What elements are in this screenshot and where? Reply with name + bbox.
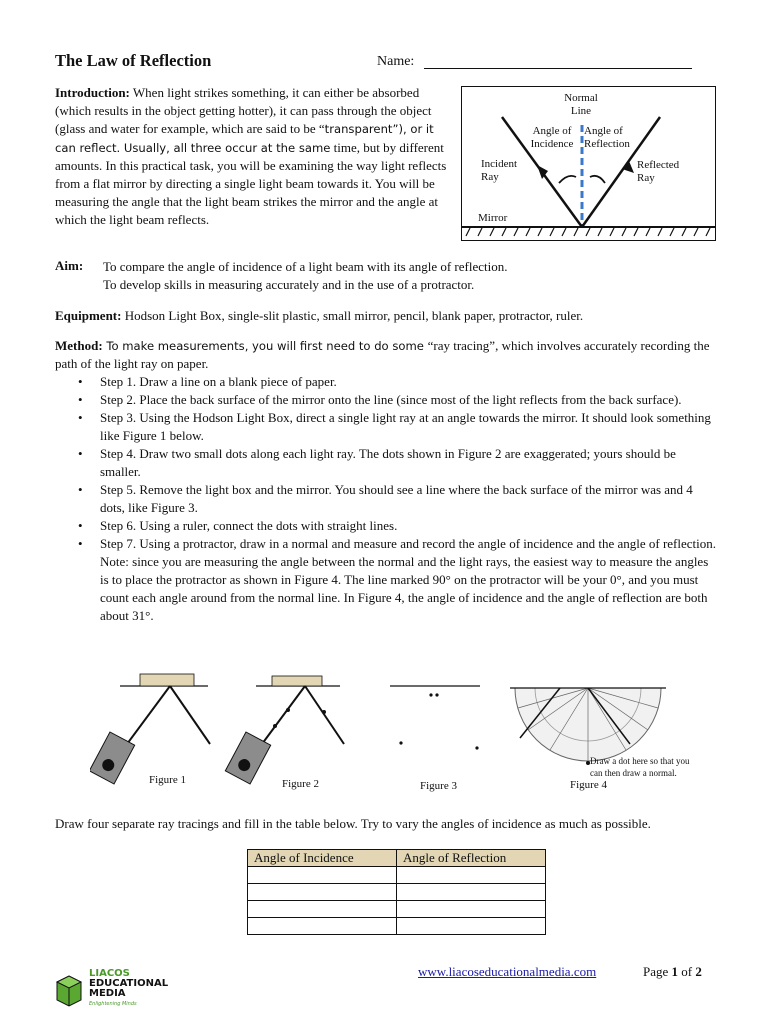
- logo-text-3: MEDIA: [89, 988, 126, 999]
- method-paragraph: [55, 337, 720, 373]
- header-angle-incidence: Angle of Incidence: [248, 850, 397, 867]
- figure-2-drawing: [225, 676, 344, 784]
- step-7-note: Note: since you are measuring the angle between the normal and the light rays, the easiest way to measure the angles is to place the protractor as shown in Figure 4. The line marked 90° on the protractor will be your 0°, and you must count each angle around from the normal line. In Figure 4, the angle of incidence and the angle of reflection are both about 31°.: [100, 554, 709, 623]
- figure-4-note-1: Draw a dot here so that you: [590, 756, 690, 766]
- list-item: • Step 1. Draw a line on a blank piece of paper.: [78, 373, 718, 391]
- reflection-arc: [590, 176, 605, 183]
- figure-4-caption: Figure 4: [570, 779, 607, 791]
- results-table: [247, 849, 546, 935]
- list-item: • Step 2. Place the back surface of the mirror onto the line (since most of the light reflects from the back surface).: [78, 391, 718, 409]
- table-cell[interactable]: [397, 901, 546, 918]
- reflection-diagram: [461, 86, 716, 241]
- introduction-paragraph: [55, 84, 455, 230]
- incident-ray-label-2: Ray: [481, 171, 499, 183]
- figures-row: [90, 668, 730, 798]
- table-cell[interactable]: [248, 918, 397, 935]
- step-7-text: Step 7. Using a protractor, draw in a normal and measure and record the angle of incidence and the angle of reflection.: [100, 536, 717, 551]
- list-item: [78, 535, 718, 625]
- incidence-arc: [559, 176, 576, 183]
- page-title: The Law of Reflection: [55, 51, 212, 70]
- table-row: [248, 884, 546, 901]
- logo-text-1: LIACOS: [89, 968, 130, 979]
- normal-line-label-2: Line: [570, 105, 592, 117]
- list-item: • Step 5. Remove the light box and the mirror. You should see a line where the back surface of the mirror was and 4 dots, like Figure 3.: [78, 481, 718, 517]
- table-row: [248, 918, 546, 935]
- aim-line-1: To compare the angle of incidence of a light beam with its angle of reflection.: [103, 259, 508, 274]
- header-angle-reflection: Angle of Reflection: [397, 850, 546, 867]
- mirror-label: Mirror: [478, 212, 508, 224]
- logo-text-2: EDUCATIONAL: [89, 978, 169, 989]
- equipment-text: Hodson Light Box, single-slit plastic, small mirror, pencil, blank paper, protractor, ruler.: [121, 308, 584, 323]
- figure-4-note: [590, 755, 689, 779]
- reflected-arrow: [622, 161, 634, 173]
- table-instructions: Draw four separate ray tracings and fill in the table below. Try to vary the angles of incidence as much as possible.: [55, 816, 651, 831]
- intro-text-2: ”), or it can reflect. Usually, all three occur at the same: [55, 122, 434, 155]
- table-cell[interactable]: [397, 918, 546, 935]
- incident-ray-label: Incident: [481, 158, 518, 170]
- angle-reflection-label-2: Reflection: [584, 138, 630, 150]
- name-label: Name:: [377, 54, 415, 69]
- figure-1-drawing: [90, 674, 210, 784]
- reflected-ray-label-2: Ray: [637, 172, 655, 184]
- angle-reflection-label: Angle of: [584, 125, 623, 137]
- equipment-paragraph: [55, 308, 583, 324]
- table-row: [248, 867, 546, 884]
- figure-1-caption: Figure 1: [149, 774, 186, 786]
- figure-3-caption: Figure 3: [420, 780, 457, 792]
- table-cell[interactable]: [248, 867, 397, 884]
- logo-tagline: Enlightening Minds: [89, 1001, 137, 1007]
- page-total: 2: [695, 964, 702, 979]
- table-cell[interactable]: [397, 884, 546, 901]
- intro-text-1: When light strikes something, it can either be absorbed (which results in the object getting hotter), it can pass through the object (glass and water for example, which are said to be “: [55, 85, 432, 137]
- list-item: • Step 4. Draw two small dots along each light ray. The dots shown in Figure 2 are exaggerated; yours should be smaller.: [78, 445, 718, 481]
- table-cell[interactable]: [397, 867, 546, 884]
- table-row: [248, 901, 546, 918]
- figure-3-drawing: [390, 686, 480, 750]
- list-item: • Step 6. Using a ruler, connect the dots with straight lines.: [78, 517, 718, 535]
- liacos-logo: [55, 966, 185, 1017]
- list-item: • Step 3. Using the Hodson Light Box, direct a single light ray at an angle towards the mirror. It should look something like Figure 1 below.: [78, 409, 718, 445]
- figure-4-drawing: [510, 688, 666, 765]
- method-label: Method:: [55, 338, 103, 353]
- method-ray-tracing: “ray tracing”: [427, 338, 496, 353]
- table-cell[interactable]: [248, 901, 397, 918]
- method-steps-list: [78, 373, 718, 625]
- table-cell[interactable]: [248, 884, 397, 901]
- angle-incidence-label: Angle of: [532, 125, 572, 137]
- table-header-row: [248, 850, 546, 867]
- aim-line-2: To develop skills in measuring accurately and in the use of a protractor.: [103, 277, 475, 292]
- normal-line-label: Normal: [564, 92, 598, 104]
- aim-label: Aim:: [55, 258, 84, 273]
- intro-transparent: transparent: [324, 122, 393, 137]
- angle-incidence-label-2: Incidence: [530, 138, 574, 150]
- method-intro-rest: , which involves accurately recording the path of the light ray on paper.: [55, 338, 710, 371]
- mirror-hatching: [466, 228, 710, 236]
- reflected-ray-label: Reflected: [637, 159, 680, 171]
- page-number: [643, 964, 702, 980]
- page-current: 1: [671, 964, 679, 979]
- website-link[interactable]: www.liacoseducationalmedia.com: [418, 964, 597, 979]
- intro-text-3: time, but by different amounts. In this practical task, you will be examining the way light reflects from a flat mirror by directing a single light beam towards it. You will be measuring the angle that the light beam strikes the mirror and the angle at which the light beam reflects.: [55, 139, 447, 228]
- equipment-label: Equipment:: [55, 308, 122, 323]
- method-intro-sans: To make measurements, you will first need to do some: [102, 339, 428, 353]
- figure-2-caption: Figure 2: [282, 778, 319, 790]
- introduction-label: Introduction:: [55, 85, 130, 100]
- aim-text: [103, 258, 507, 294]
- page-prefix: Page: [643, 964, 672, 979]
- page-of: of: [678, 964, 696, 979]
- figure-4-note-2: can then draw a normal.: [590, 768, 677, 778]
- name-blank-line[interactable]: [424, 68, 692, 69]
